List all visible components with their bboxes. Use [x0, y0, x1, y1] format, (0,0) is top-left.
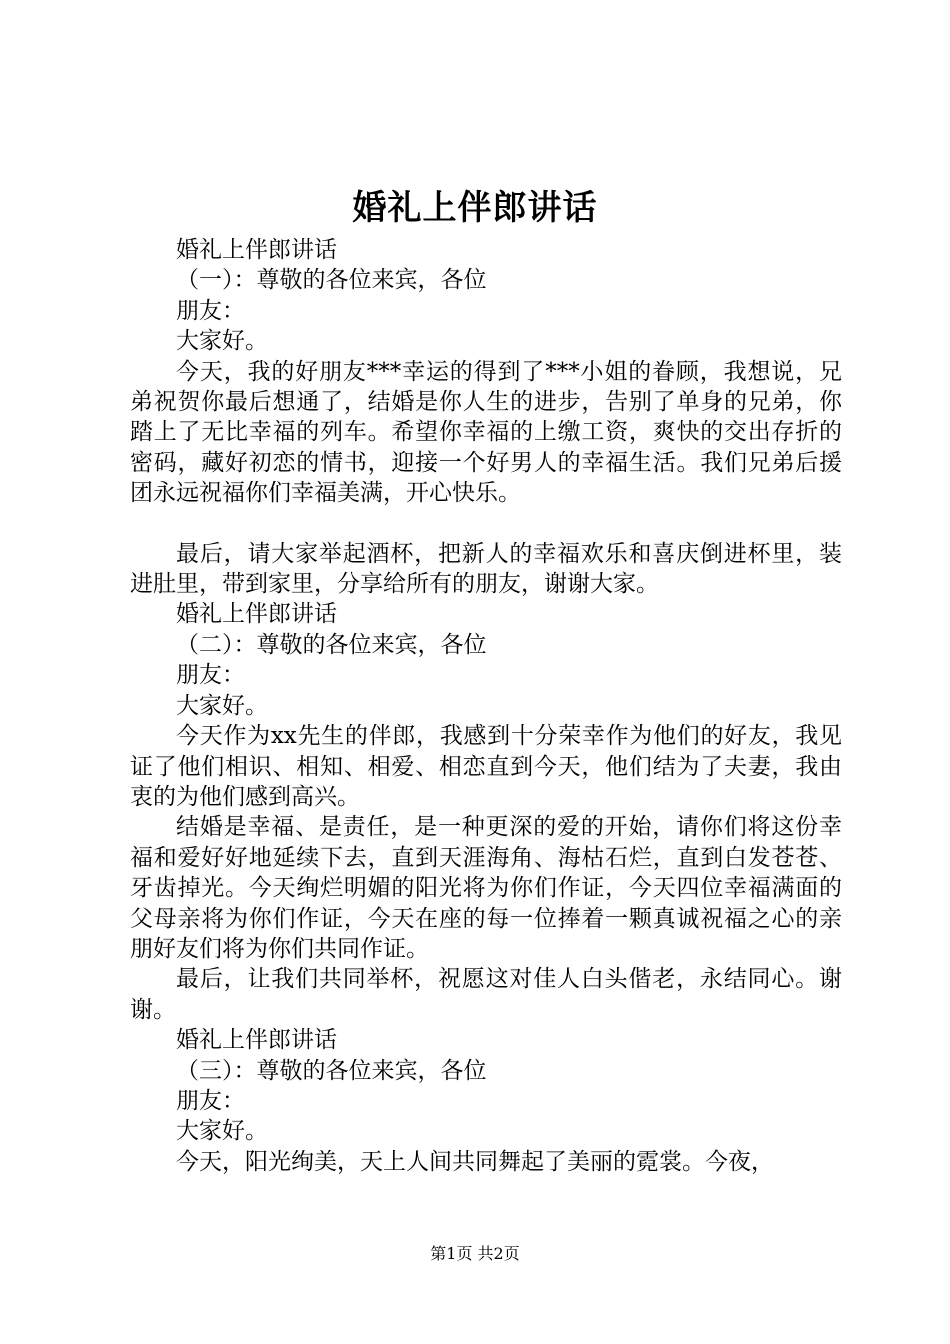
body-paragraph: 最后，请大家举起酒杯，把新人的幸福欢乐和喜庆倒进杯里，装进肚里，带到家里，分享给所有的朋友，谢谢大家。: [130, 540, 842, 598]
body-paragraph: 最后，让我们共同举杯，祝愿这对佳人白头偕老，永结同心。谢谢。: [130, 966, 842, 1023]
document-body: [130, 235, 842, 1177]
body-paragraph: 今天作为xx先生的伴郎，我感到十分荣幸作为他们的好友，我见证了他们相识、相知、相爱、相恋直到今天，他们结为了夫妻，我由衷的为他们感到高兴。: [130, 723, 842, 810]
greeting-line: 大家好。: [176, 1118, 268, 1145]
section-heading: 婚礼上伴郎讲话: [176, 1027, 337, 1054]
salutation-line: 朋友：: [176, 662, 245, 689]
section-heading: 婚礼上伴郎讲话: [176, 601, 337, 628]
document-title: 婚礼上伴郎讲话: [352, 188, 598, 228]
greeting-line: 大家好。: [176, 328, 268, 355]
salutation-line: （三）：尊敬的各位来宾，各位: [176, 1057, 487, 1084]
section-heading: 婚礼上伴郎讲话: [176, 237, 337, 263]
salutation-line: 朋友：: [176, 1087, 245, 1114]
body-paragraph: 今天，阳光绚美，天上人间共同舞起了美丽的霓裳。今夜，: [176, 1148, 774, 1175]
salutation-line: （二）：尊敬的各位来宾，各位: [176, 631, 487, 658]
greeting-line: 大家好。: [176, 692, 268, 719]
salutation-line: 朋友：: [176, 297, 245, 324]
page-number-footer: 第1页 共2页: [430, 1244, 520, 1263]
body-paragraph: 今天，我的好朋友***幸运的得到了***小姐的眷顾，我想说，兄弟祝贺你最后想通了，结婚是你人生的进步，告别了单身的兄弟，你踏上了无比幸福的列车。希望你幸福的上缴工资，爽快的交出存折的密码，藏好初恋的情书，迎接一个好男人的幸福生活。我们兄弟后援团永远祝福你们幸福美满，开心快乐。: [130, 358, 842, 507]
body-paragraph: 结婚是幸福、是责任，是一种更深的爱的开始，请你们将这份幸福和爱好好地延续下去，直到天涯海角、海枯石烂，直到白发苍苍、牙齿掉光。今天绚烂明媚的阳光将为你们作证，今天四位幸福满面的父母亲将为你们作证，今天在座的每一位捧着一颗真诚祝福之心的亲朋好友们将为你们共同作证。: [130, 814, 842, 962]
salutation-line: （一）：尊敬的各位来宾，各位: [176, 267, 487, 294]
